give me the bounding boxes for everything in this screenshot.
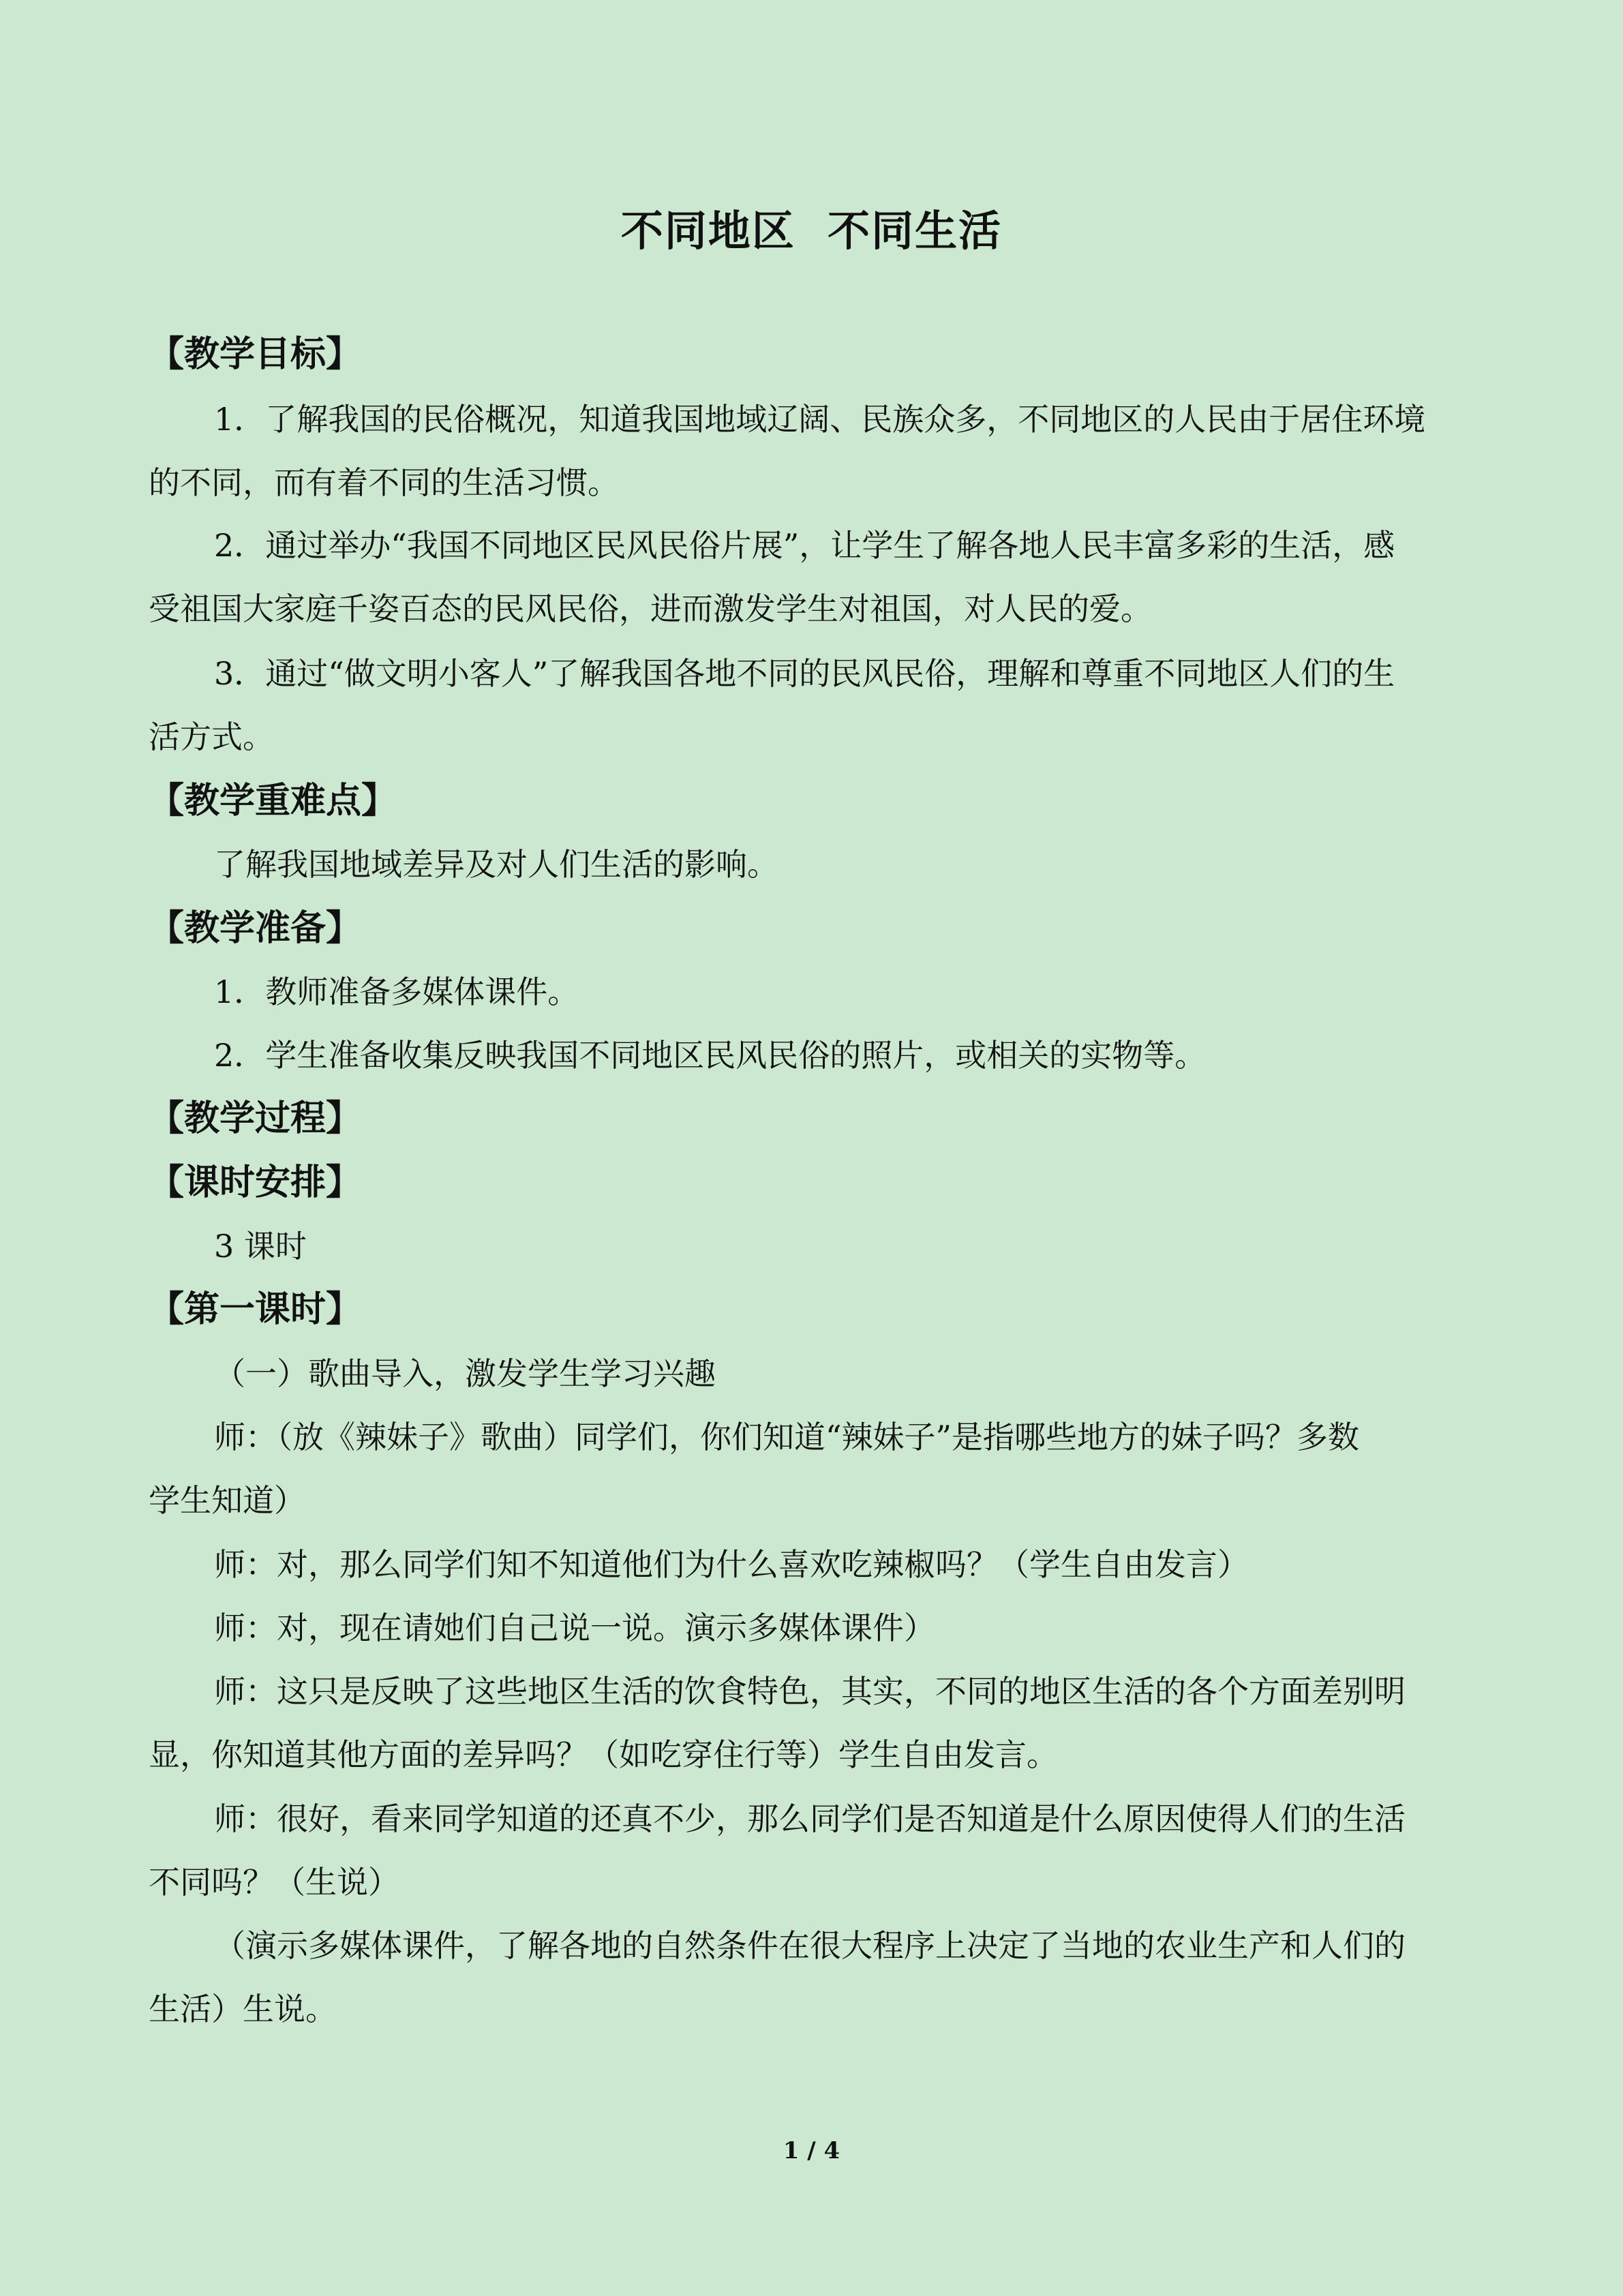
section-heading-schedule: 【课时安排】 xyxy=(149,1162,362,1203)
lesson-1-paragraph-2: 师：对，那么同学们知不知道他们为什么喜欢吃辣椒吗？（学生自由发言） xyxy=(214,1546,1249,1583)
lesson-1-paragraph-5-line-1: 师：很好，看来同学知道的还真不少，那么同学们是否知道是什么原因使得人们的生活 xyxy=(214,1800,1406,1837)
lesson-1-paragraph-1-line-2: 学生知道） xyxy=(149,1482,305,1519)
document-title: 不同地区 不同生活 xyxy=(620,206,1003,256)
preparation-item-1: 1．教师准备多媒体课件。 xyxy=(214,973,579,1010)
lesson-1-paragraph-3: 师：对，现在请她们自己说一说。演示多媒体课件） xyxy=(214,1610,935,1646)
objective-1-line-2: 的不同，而有着不同的生活习惯。 xyxy=(149,464,619,501)
section-heading-preparation: 【教学准备】 xyxy=(149,908,362,949)
lesson-1-subheading: （一）歌曲导入，激发学生学习兴趣 xyxy=(214,1355,716,1392)
preparation-item-2: 2．学生准备收集反映我国不同地区民风民俗的照片，或相关的实物等。 xyxy=(214,1037,1207,1074)
schedule-text: 3 课时 xyxy=(214,1228,307,1265)
objective-3-line-1: 3．通过“做文明小客人”了解我国各地不同的民风民俗，理解和尊重不同地区人们的生 xyxy=(214,655,1395,692)
objective-1-line-1: 1．了解我国的民俗概况，知道我国地域辽阔、民族众多，不同地区的人民由于居住环境 xyxy=(214,401,1426,438)
section-heading-process: 【教学过程】 xyxy=(149,1098,362,1139)
lesson-1-paragraph-6-line-2: 生活）生说。 xyxy=(149,1991,337,2027)
key-points-text: 了解我国地域差异及对人们生活的影响。 xyxy=(214,846,778,883)
lesson-1-paragraph-4-line-1: 师：这只是反映了这些地区生活的饮食特色，其实，不同的地区生活的各个方面差别明 xyxy=(214,1673,1406,1710)
objective-3-line-2: 活方式。 xyxy=(149,719,274,755)
lesson-1-paragraph-1-line-1: 师：（放《辣妹子》歌曲）同学们，你们知道“辣妹子”是指哪些地方的妹子吗？多数 xyxy=(214,1419,1360,1455)
section-heading-key-points: 【教学重难点】 xyxy=(149,781,397,821)
section-heading-objectives: 【教学目标】 xyxy=(149,334,362,375)
lesson-1-paragraph-4-line-2: 显，你知道其他方面的差异吗？（如吃穿住行等）学生自由发言。 xyxy=(149,1736,1058,1773)
section-heading-lesson-1: 【第一课时】 xyxy=(149,1289,362,1330)
objective-2-line-2: 受祖国大家庭千姿百态的民风民俗，进而激发学生对祖国，对人民的爱。 xyxy=(149,590,1152,627)
objective-2-line-1: 2．通过举办“我国不同地区民风民俗片展”，让学生了解各地人民丰富多彩的生活，感 xyxy=(214,527,1395,564)
page-number: 1 / 4 xyxy=(783,2137,840,2164)
lesson-1-paragraph-6-line-1: （演示多媒体课件，了解各地的自然条件在很大程序上决定了当地的农业生产和人们的 xyxy=(214,1927,1406,1964)
lesson-1-paragraph-5-line-2: 不同吗？（生说） xyxy=(149,1864,399,1901)
